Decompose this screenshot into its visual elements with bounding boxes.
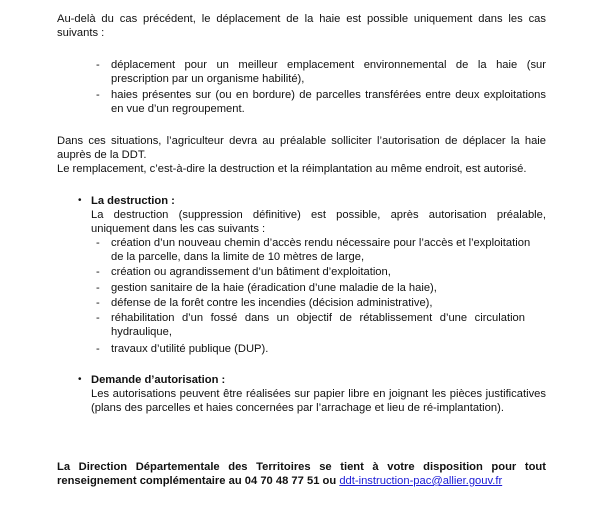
destruction-item-5-line-1: réhabilitation d’un fossé dans un objectif de rétablissement d’une circulation [111,312,525,324]
situation-line-1: Dans ces situations, l’agriculteur devra au préalable solliciter l’autorisation de déplacer la haie [57,135,546,147]
destruction-item-1-dash: - [96,237,100,249]
situation-line-2: auprès de la DDT. [57,149,147,161]
footer-line-2-text: renseignement complémentaire au 04 70 48 77 51 ou [57,475,340,487]
intro-line-1: Au-delà du cas précédent, le déplacement de la haie est possible uniquement dans les cas [57,13,546,25]
case-2-dash: - [96,89,100,101]
destruction-item-1-line-2: de la parcelle, dans la limite de 10 mètres de large, [111,251,365,263]
destruction-item-2-dash: - [96,266,100,278]
destruction-bullet: • [78,195,82,206]
destruction-item-3-line-1: gestion sanitaire de la haie (éradication d’une maladie de la haie), [111,282,437,294]
destruction-intro-line-1: La destruction (suppression définitive) est possible, après autorisation préalable, [91,209,546,221]
case-2-line-2: en vue d’un regroupement. [111,103,245,115]
destruction-item-6-dash: - [96,343,100,355]
demande-bullet: • [78,374,82,385]
destruction-item-4-line-1: défense de la forêt contre les incendies (décision administrative), [111,297,433,309]
destruction-item-6-line-1: travaux d’utilité publique (DUP). [111,343,269,355]
destruction-heading: La destruction : [91,195,175,207]
destruction-item-1-line-1: création d’un nouveau chemin d’accès rendu nécessaire pour l’accès et l’exploitation [111,237,531,249]
destruction-item-5-line-2: hydraulique, [111,326,172,338]
demande-heading: Demande d’autorisation : [91,374,226,386]
case-1-line-1: déplacement pour un meilleur emplacement environnemental de la haie (sur [111,59,546,71]
destruction-intro-line-2: uniquement dans les cas suivants : [91,223,266,235]
destruction-item-5-dash: - [96,312,100,324]
demande-line-1: Les autorisations peuvent être réalisées sur papier libre en joignant les pièces justificatives [91,388,546,400]
situation-line-3: Le remplacement, c’est-à-dire la destruction et la réimplantation au même endroit, est autorisé. [57,163,527,175]
email-link[interactable]: ddt-instruction-pac@allier.gouv.fr [339,475,503,487]
demande-line-2: (plans des parcelles et haies concernées par l’arrachage et lieu de ré-implantation). [91,402,504,414]
case-1-dash: - [96,59,100,71]
destruction-item-4-dash: - [96,297,100,309]
destruction-item-3-dash: - [96,282,100,294]
case-1-line-2: prescription par un organisme habilité), [111,73,305,85]
footer-line-1: La Direction Départementale des Territoires se tient à votre disposition pour tout [57,461,546,473]
intro-line-2: suivants : [57,27,105,39]
case-2-line-1: haies présentes sur (ou en bordure) de parcelles transférées entre deux exploitations [111,89,546,101]
footer-line-2 [57,474,502,489]
destruction-item-2-line-1: création ou agrandissement d’un bâtiment d’exploitation, [111,266,391,278]
